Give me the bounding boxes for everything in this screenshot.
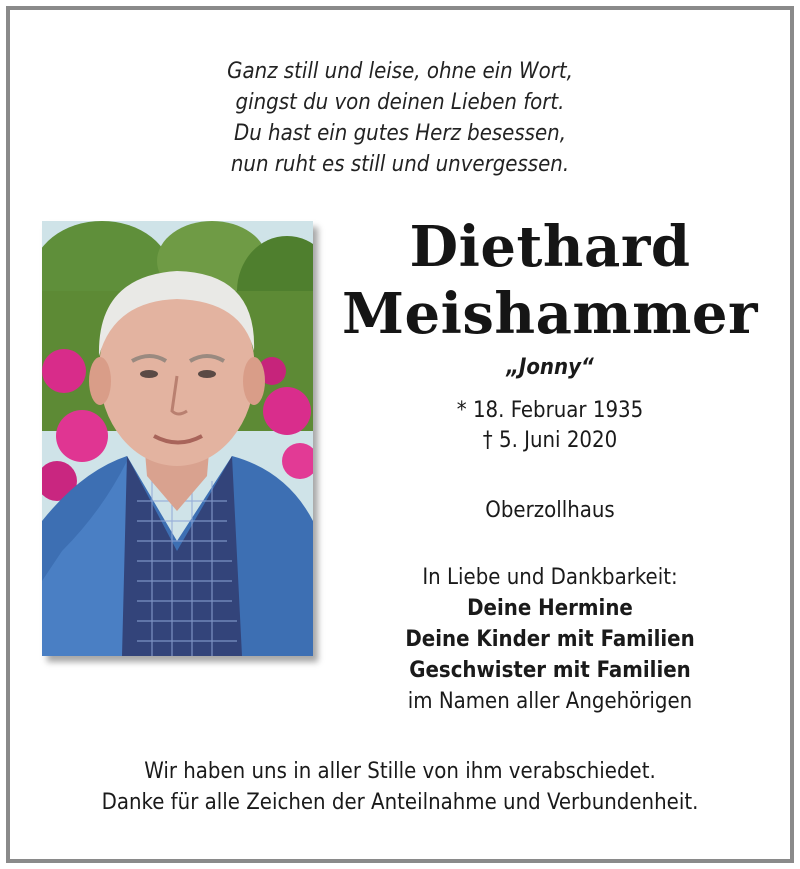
life-dates [330,396,770,456]
mourner-name: Geschwister mit Familien [409,658,691,683]
hometown: Oberzollhaus [485,498,615,523]
poem-line: nun ruht es still und unvergessen. [230,152,570,177]
mourner-name: Deine Kinder mit Familien [405,627,695,652]
mourner-name: Deine Hermine [467,596,633,621]
footer-line: Wir haben uns in aller Stille von ihm verabschiedet. [144,759,656,784]
footer-line: Danke für alle Zeichen der Anteilnahme und Verbundenheit. [101,790,699,815]
nickname: „Jonny“ [506,355,594,380]
poem-line: gingst du von deinen Lieben fort. [235,90,565,115]
death-date: † 5. Juni 2020 [482,428,618,453]
birth-date: * 18. Februar 1935 [456,398,644,423]
last-name: Meishammer [341,281,759,347]
poem-line: Du hast ein gutes Herz besessen, [233,121,567,146]
mourners-intro: In Liebe und Dankbarkeit: [422,565,678,590]
mourners-block [330,562,770,717]
portrait-photo [42,221,313,656]
poem-line: Ganz still und leise, ohne ein Wort, [227,59,573,84]
mourners-closing: im Namen aller Angehörigen [407,689,693,714]
footer-text [0,756,800,818]
first-name: Diethard [409,214,691,280]
memorial-poem [0,56,800,180]
